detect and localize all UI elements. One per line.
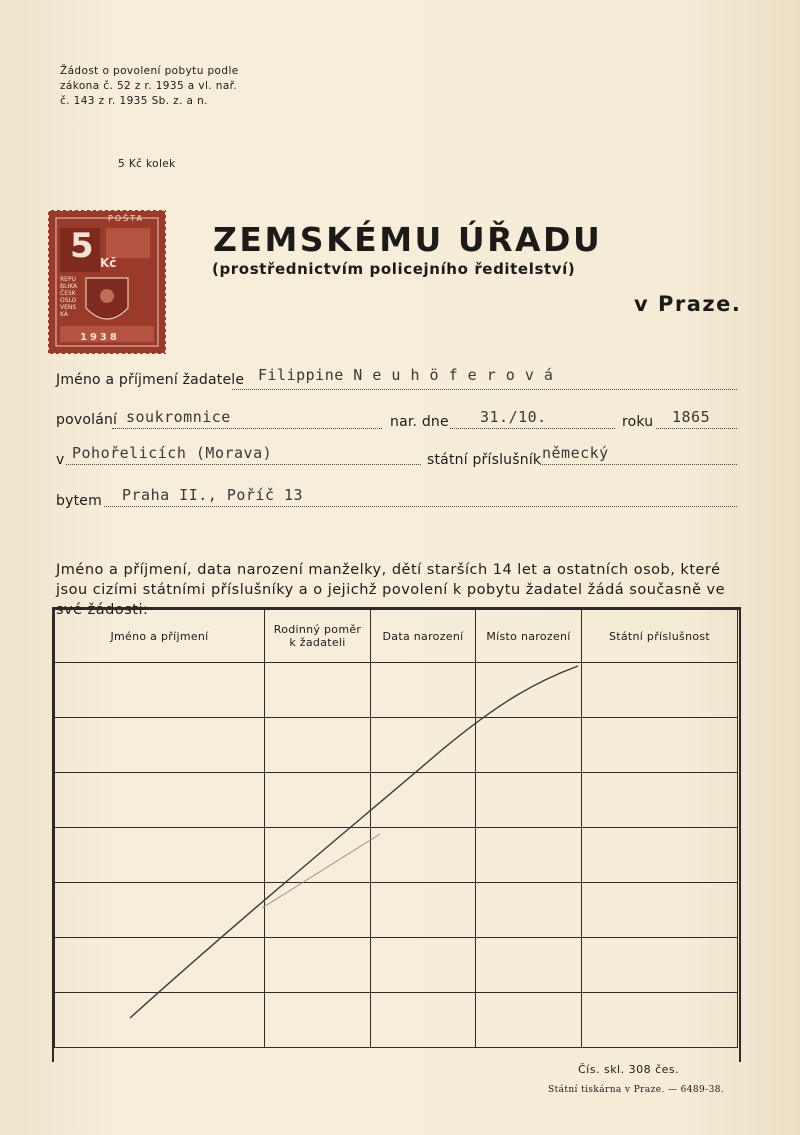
cancel-line-faint [262, 834, 380, 908]
stamp-value: 5 [70, 226, 94, 266]
nationality-value: německý [542, 444, 609, 462]
header-name: Jméno a příjmení [55, 610, 265, 663]
nationality-label: státní příslušník [427, 452, 542, 468]
stamp-text-top: POŠTA [108, 214, 144, 223]
cancel-line [130, 666, 578, 1018]
name-value: Filippine N e u h ö f e r o v á [258, 366, 554, 384]
header-birth-place: Místo narození [476, 610, 582, 663]
page-title: ZEMSKÉMU ÚŘADU [213, 220, 603, 259]
header-birth-date: Data narození [371, 610, 476, 663]
name-label: Jméno a příjmení žadatele [56, 372, 245, 388]
law-ref-line: č. 143 z r. 1935 Sb. z. a n. [60, 95, 208, 107]
occupation-value: soukromnice [126, 408, 231, 426]
born-label: nar. dne [390, 414, 449, 430]
header-relation: Rodinný poměr k žadateli [265, 610, 371, 663]
stamp-text-side: REPUBLIKA ČESKOSLOVENSKÁ [60, 276, 78, 318]
printer-note: Státní tiskárna v Praze. — 6489-38. [548, 1085, 725, 1095]
place-value: Pohořelicích (Morava) [72, 444, 273, 462]
instruction-paragraph: Jméno a příjmení, data narození manželky, dětí starších 14 let a ostatních osob, které jsou cizími státními příslušníky a o jejichž povolení k pobytu žadatel žádá současně ve své žádosti: [56, 562, 726, 618]
form-number: Čís. skl. 308 čes. [578, 1063, 680, 1076]
city-line: v Praze. [634, 292, 742, 316]
stamp-currency: Kč [100, 256, 117, 270]
residence-value: Praha II., Poříč 13 [122, 486, 304, 504]
law-ref-line: Žádost o povolení pobytu podle [60, 65, 239, 77]
stamp-fee-note: 5 Kč kolek [118, 158, 176, 170]
born-value: 31./10. [480, 408, 547, 426]
occupation-label: povolání [56, 412, 118, 428]
residence-label: bytem [56, 493, 102, 509]
place-prefix: v [56, 452, 65, 468]
year-label: roku [622, 414, 654, 430]
page-subtitle: (prostřednictvím policejního ředitelství) [212, 260, 576, 278]
law-ref-line: zákona č. 52 z r. 1935 a vl. nař. [60, 80, 238, 92]
header-nationality: Státní příslušnost [582, 610, 738, 663]
year-value: 1865 [672, 408, 711, 426]
stamp-year: 1938 [80, 332, 120, 343]
